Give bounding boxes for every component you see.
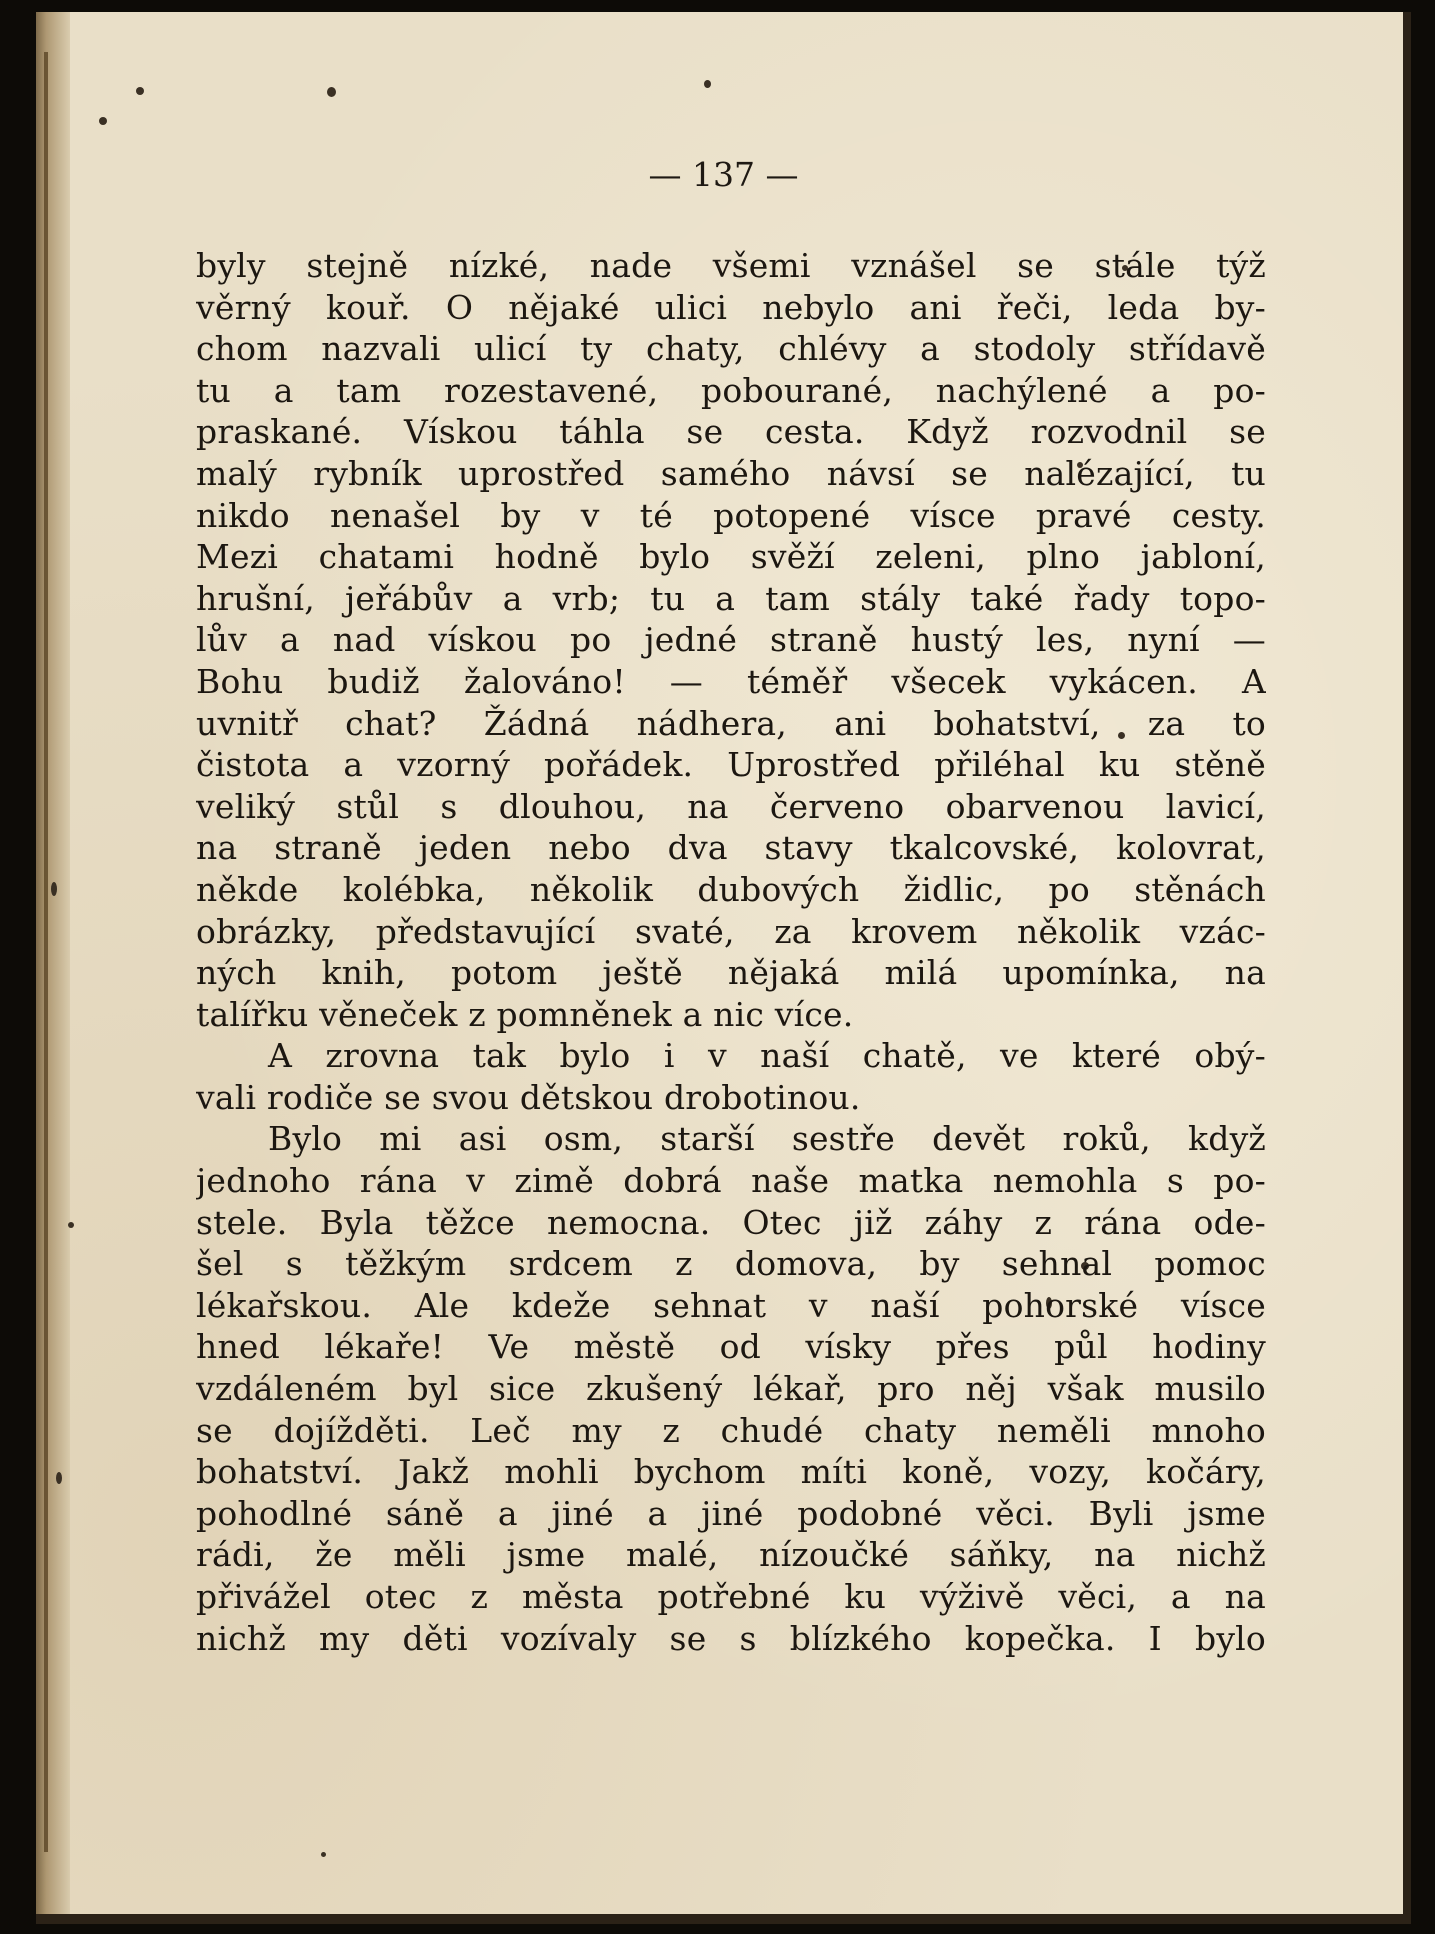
speck (704, 80, 711, 88)
speck (56, 1472, 62, 1484)
text-line: čistota a vzorný pořádek. Uprostřed přiléhal ku stěně (196, 745, 1266, 785)
text-line: na straně jeden nebo dva stavy tkalcovské, kolovrat, (196, 828, 1266, 868)
body-text (196, 245, 1266, 1659)
text-line: bohatství. Jakž mohli bychom míti koně, vozy, kočáry, (196, 1452, 1266, 1492)
text-line: nichž my děti vozívaly se s blízkého kopečka. I bylo (196, 1618, 1266, 1658)
page-number: — 137 — (648, 155, 799, 194)
page-gutter (36, 12, 70, 1924)
text-line: uvnitř chat? Žádná nádhera, ani bohatství, za to (196, 703, 1266, 743)
text-line: tu a tam rozestavené, pobourané, nachýlené a po- (196, 370, 1266, 410)
speck (51, 882, 57, 896)
text-line: někde kolébka, několik dubových židlic, po stěnách (196, 869, 1266, 909)
text-line: stele. Byla těžce nemocna. Otec již záhy z rána ode- (196, 1202, 1266, 1242)
text-line: pohodlné sáně a jiné a jiné podobné věci. Byli jsme (196, 1493, 1266, 1533)
page-right-edge (1403, 12, 1411, 1924)
text-line: A zrovna tak bylo i v naší chatě, ve které obý- (268, 1036, 1266, 1076)
binding-line (44, 52, 48, 1852)
speck (136, 87, 144, 95)
speck (327, 87, 336, 97)
text-line: praskané. Vískou táhla se cesta. Když rozvodnil se (196, 412, 1266, 452)
text-line: lův a nad vískou po jedné straně hustý les, nyní — (196, 620, 1266, 660)
text-line: vali rodiče se svou dětskou drobotinou. (196, 1077, 861, 1117)
text-line: veliký stůl s dlouhou, na červeno obarvenou lavicí, (196, 786, 1266, 826)
text-line: jednoho rána v zimě dobrá naše matka nemohla s po- (196, 1161, 1266, 1201)
speck (99, 117, 107, 125)
text-line: ných knih, potom ještě nějaká milá upomínka, na (196, 953, 1266, 993)
text-line: šel s těžkým srdcem z domova, by sehnal pomoc (196, 1244, 1266, 1284)
text-line: věrný kouř. O nějaké ulici nebylo ani řeči, leda by- (196, 287, 1266, 327)
text-line: Bohu budiž žalováno! — téměř všecek vykácen. A (196, 661, 1266, 701)
text-line: malý rybník uprostřed samého návsí se nalézající, tu (196, 453, 1266, 493)
text-line: obrázky, představující svaté, za krovem několik vzác- (196, 911, 1266, 951)
text-line: hned lékaře! Ve městě od vísky přes půl hodiny (196, 1327, 1266, 1367)
text-line: rádi, že měli jsme malé, nízoučké sáňky, na nichž (196, 1535, 1266, 1575)
book-page (36, 12, 1411, 1924)
text-line: Bylo mi asi osm, starší sestře devět roků, když (268, 1119, 1266, 1159)
text-line: Mezi chatami hodně bylo svěží zeleni, plno jabloní, (196, 537, 1266, 577)
text-line: talířku věneček z pomněnek a nic více. (196, 994, 854, 1034)
text-line: se dojížděti. Leč my z chudé chaty neměli mnoho (196, 1410, 1266, 1450)
speck (321, 1852, 326, 1857)
page-bottom-edge (36, 1914, 1411, 1924)
text-line: hrušní, jeřábův a vrb; tu a tam stály také řady topo- (196, 578, 1266, 618)
text-line: vzdáleném byl sice zkušený lékař, pro něj však musilo (196, 1369, 1266, 1409)
text-line: nikdo nenašel by v té potopené vísce pravé cesty. (196, 495, 1266, 535)
text-line: přivážel otec z města potřebné ku výživě věci, a na (196, 1577, 1266, 1616)
speck (68, 1222, 74, 1228)
text-line: byly stejně nízké, nade všemi vznášel se stále týž (196, 246, 1266, 285)
text-line: chom nazvali ulicí ty chaty, chlévy a stodoly střídavě (196, 329, 1266, 369)
text-line: lékařskou. Ale kdeže sehnat v naší pohorské vísce (196, 1285, 1266, 1325)
